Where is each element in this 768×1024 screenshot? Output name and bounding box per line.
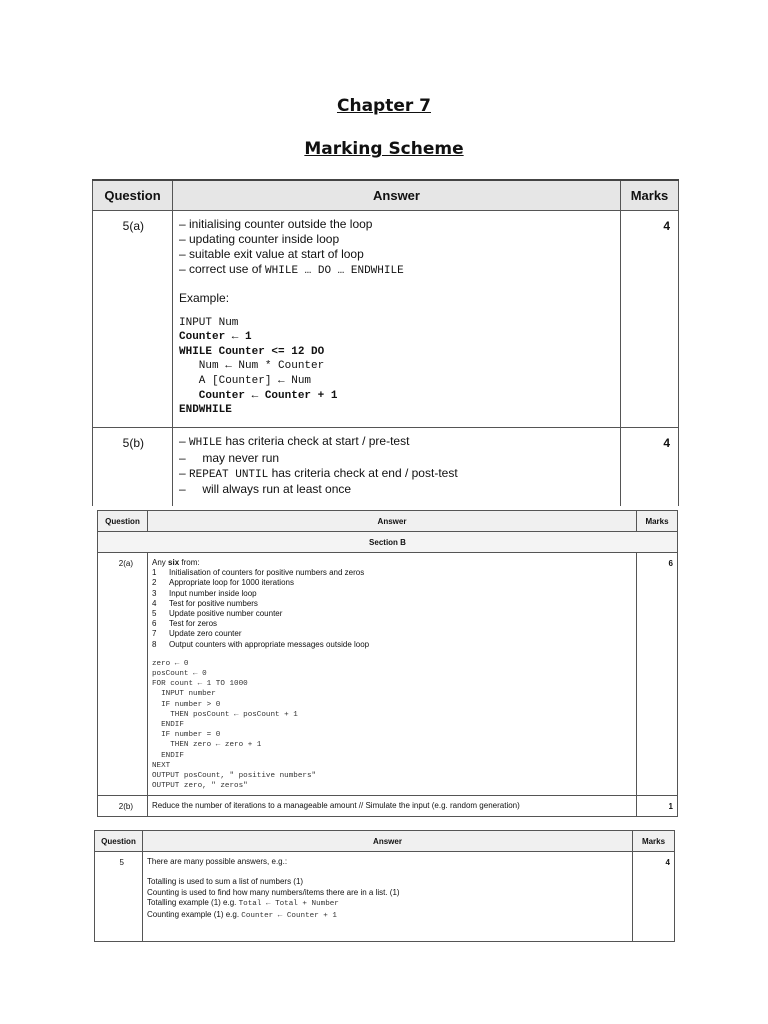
code-line: zero ← 0 [152,659,189,668]
code-line: OUTPUT posCount, " positive numbers" [152,772,317,781]
table-header-row [98,511,678,532]
marking-scheme-title: Marking Scheme [304,139,464,159]
answer-cell: Reduce the number of iterations to a manageable amount // Simulate the input (e.g. random generation) [148,796,637,817]
item-text: Input number inside loop [169,588,257,598]
answer-header: Answer [143,831,633,852]
code-inline: REPEAT UNTIL [189,468,269,481]
question-header: Question [93,180,173,211]
answer-cell [173,428,621,507]
item-text: Initialisation of counters for positive numbers and zeros [169,568,365,578]
question-number: 5(b) [93,428,173,507]
answer-text: has criteria check at end / post-test [268,465,458,480]
question-number: 5 [95,852,143,942]
code-line: Num ← Num * Counter [179,360,325,373]
item-number: 2 [152,578,157,588]
answer-line: – updating counter inside loop [179,232,340,246]
code-line: ENDIF [152,721,184,730]
section-label: Section B [98,532,678,553]
list-item [152,629,636,639]
mark-scheme-table-question-5 [94,830,675,942]
table-row [93,211,679,428]
item-text: Test for positive numbers [169,598,258,608]
item-number: 6 [152,619,157,629]
example-label: Example: [179,290,230,305]
mark-scheme-table-section-b [97,510,678,817]
item-text: Update positive number counter [169,609,283,619]
code-line: THEN posCount ← posCount + 1 [152,710,298,719]
table-row [98,796,678,817]
table-row [95,852,675,942]
question-header: Question [95,831,143,852]
item-number: 5 [152,609,157,619]
list-item [152,589,636,599]
answer-text: Any [152,558,169,567]
answer-text: – [179,465,190,480]
code-line: THEN zero ← zero + 1 [152,741,262,750]
table-header-row [95,831,675,852]
question-header: Question [98,511,148,532]
answer-text: Counting example (1) e.g. [147,909,242,919]
list-item [152,568,636,578]
code-inline: Total ← Total + Number [238,900,339,909]
list-item [152,609,636,619]
code-inline: WHILE [189,437,223,449]
table-row [98,553,678,796]
marks-value: 6 [637,553,678,796]
item-number: 7 [152,629,157,639]
item-text: Update zero counter [169,629,242,639]
marks-value: 4 [621,428,679,507]
answer-intro [152,558,636,568]
answer-header: Answer [173,180,621,211]
code-line: INPUT Num [179,316,239,329]
code-line: posCount ← 0 [152,670,207,679]
chapter-title: Chapter 7 [336,96,431,116]
item-text: Output counters with appropriate messages outside loop [169,639,370,649]
question-number: 2(a) [98,553,148,796]
marks-value: 1 [637,796,678,817]
list-item [152,619,636,629]
answer-cell [148,553,637,796]
answer-line: – may never run [179,450,280,465]
code-inline: WHILE … DO … ENDWHILE [265,265,404,277]
answer-cell [143,852,633,942]
answer-text: Totalling example (1) e.g. [147,898,239,908]
code-line: OUTPUT zero, " zeros" [152,782,248,791]
item-number: 1 [152,568,157,578]
code-line: IF number > 0 [152,700,221,709]
item-text: Test for zeros [169,619,218,629]
answer-header: Answer [148,511,637,532]
answer-line [147,898,632,909]
code-line: Counter ← Counter + 1 [179,389,338,402]
item-text: Appropriate loop for 1000 iterations [169,578,294,588]
answer-text: – correct use of [179,262,266,276]
code-line: ENDWHILE [179,404,232,417]
code-line: WHILE Counter <= 12 DO [179,345,325,358]
answer-text: from: [179,558,200,567]
code-line: IF number = 0 [152,731,221,740]
answer-line: Counting is used to find how many numbers/items there are in a list. (1) [147,887,400,897]
code-line: ENDIF [152,751,184,760]
item-number: 3 [152,588,157,598]
code-inline: Counter ← Counter + 1 [241,911,337,920]
answer-line [179,262,620,279]
table-row [93,428,679,507]
answer-text: has criteria check at start / pre-test [222,434,410,448]
answer-line: – initialising counter outside the loop [179,217,373,231]
item-number: 8 [152,639,157,649]
table-header-row [93,180,679,211]
marks-value: 4 [621,211,679,428]
answer-intro: There are many possible answers, e.g.: [147,857,288,866]
mark-scheme-table-chapter-7 [92,179,679,506]
answer-line: – suitable exit value at start of loop [179,247,364,261]
code-line: INPUT number [152,690,216,699]
answer-cell [173,211,621,428]
marks-value: 4 [633,852,675,942]
answer-line [147,910,632,921]
marks-header: Marks [621,180,679,211]
marks-header: Marks [637,511,678,532]
list-item [152,640,636,650]
question-number: 2(b) [98,796,148,817]
marks-header: Marks [633,831,675,852]
answer-line [179,466,620,483]
item-number: 4 [152,598,157,608]
code-line: FOR count ← 1 TO 1000 [152,680,248,689]
code-line: Counter ← 1 [179,331,252,344]
answer-text: – [179,434,190,448]
question-number: 5(a) [93,211,173,428]
list-item [152,578,636,588]
answer-text: six [168,558,180,567]
code-line: NEXT [152,761,171,770]
answer-line: – will always run at least once [179,482,352,497]
answer-line [179,434,620,451]
code-line: A [Counter] ← Num [179,374,312,387]
answer-line: Totalling is used to sum a list of numbers (1) [147,877,304,887]
list-item [152,599,636,609]
section-row [98,532,678,553]
